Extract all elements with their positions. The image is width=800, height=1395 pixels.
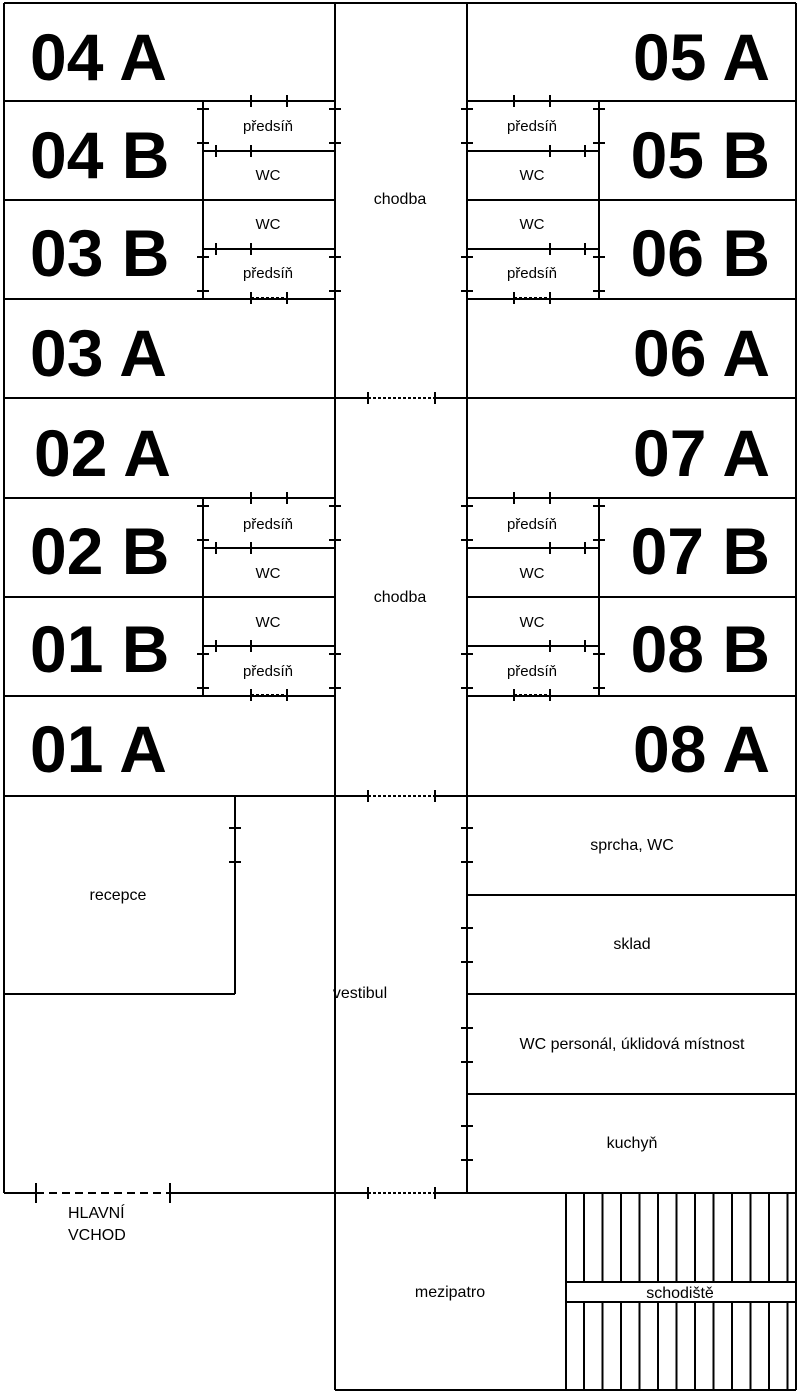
wc-label-01b: WC (255, 614, 281, 631)
lobby-label: vestibul (332, 985, 388, 1002)
main-entrance-label-line1: HLAVNÍ (68, 1205, 125, 1222)
room-06b: 06 B (630, 216, 770, 290)
shower-wc-label: sprcha, WC (590, 837, 674, 854)
wc-label-03b: WC (255, 216, 281, 233)
reception-label: recepce (89, 887, 147, 904)
storage-label: sklad (613, 936, 651, 953)
hall-label-05b: předsíň (506, 118, 558, 135)
staff-wc-label: WC personál, úklidová místnost (519, 1036, 745, 1053)
room-07b: 07 B (630, 514, 770, 588)
wc-label-02b: WC (255, 565, 281, 582)
hall-label-07b: předsíň (506, 516, 558, 533)
stairs-label: schodiště (646, 1285, 714, 1302)
corridor-label-upper: chodba (373, 191, 427, 208)
wc-label-06b: WC (519, 216, 545, 233)
room-02b: 02 B (30, 514, 170, 588)
walls (4, 3, 796, 1390)
corridor-label-lower: chodba (373, 589, 427, 606)
wc-label-08b: WC (519, 614, 545, 631)
room-04a: 04 A (30, 20, 167, 94)
room-01b: 01 B (30, 612, 170, 686)
kitchen-label: kuchyň (606, 1135, 658, 1152)
hall-label-02b: předsíň (242, 516, 294, 533)
room-03b: 03 B (30, 216, 170, 290)
room-02a: 02 A (34, 416, 171, 490)
room-01a: 01 A (30, 712, 167, 786)
room-08b: 08 B (630, 612, 770, 686)
mezzanine-label: mezipatro (414, 1284, 486, 1301)
wc-label-07b: WC (519, 565, 545, 582)
room-07a: 07 A (633, 416, 770, 490)
hall-label-01b: předsíň (242, 663, 294, 680)
room-08a: 08 A (633, 712, 770, 786)
room-03a: 03 A (30, 316, 167, 390)
room-06a: 06 A (633, 316, 770, 390)
room-05b: 05 B (630, 118, 770, 192)
room-04b: 04 B (30, 118, 170, 192)
hall-label-03b: předsíň (242, 265, 294, 282)
main-entrance-label-line2: VCHOD (68, 1227, 126, 1244)
room-05a: 05 A (633, 20, 770, 94)
hall-label-04b: předsíň (242, 118, 294, 135)
wc-label-05b: WC (519, 167, 545, 184)
hall-label-06b: předsíň (506, 265, 558, 282)
wc-label-04b: WC (255, 167, 281, 184)
hall-label-08b: předsíň (506, 663, 558, 680)
